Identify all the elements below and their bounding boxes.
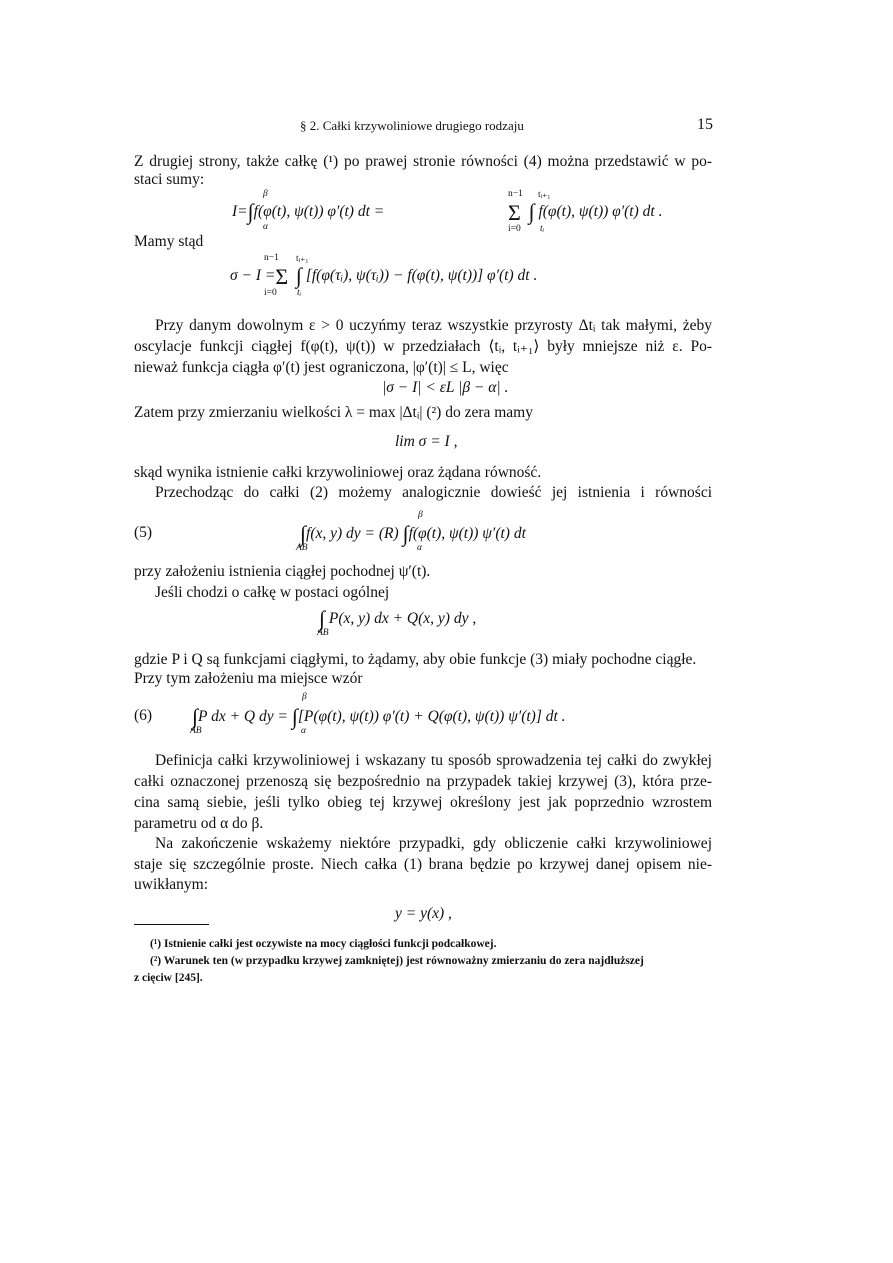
- integral-sign: ∫: [402, 521, 409, 546]
- p6-line1: gdzie P i Q są funkcjami ciągłymi, to żądamy, aby obie funkcje (3) miały pochodne ciągłe.: [134, 651, 697, 668]
- p8-line2: staje się szczególnie proste. Niech całka (1) brana będzie po krzywej danej opisem nie-: [134, 856, 712, 873]
- p1-line2: staci sumy:: [134, 171, 205, 188]
- limit-eq: lim σ = I ,: [395, 433, 458, 450]
- p8-line1: Na zakończenie wskażemy niektóre przypadki, gdy obliczenie całki krzywoliniowej: [155, 835, 712, 852]
- p7-line4: parametru od α do β.: [134, 815, 264, 832]
- footnote-2-line2: z cięciw [245].: [134, 972, 203, 984]
- p3-line1: Zatem przy zmierzaniu wielkości λ = max |Δtᵢ| (²) do zera mamy: [134, 404, 533, 421]
- integral-sign: ∫: [295, 263, 302, 288]
- p2-line2: oscylacje funkcji ciągłej f(φ(t), ψ(t)) w przedziałach ⟨tᵢ, tᵢ₊₁⟩ były mniejsze niż ε. Po-: [134, 338, 712, 355]
- p5-line2: Jeśli chodzi o całkę w postaci ogólnej: [155, 584, 390, 601]
- integral-sign: ∫: [300, 521, 307, 546]
- p6-line2: Przy tym założeniu ma miejsce wzór: [134, 670, 363, 687]
- eqdiff-sum-lower: i=0: [264, 288, 277, 298]
- general-int-lower: AB: [317, 628, 329, 638]
- eqI-int-lower: α: [263, 222, 268, 232]
- eq5-lhs-int-lower: AB: [296, 543, 308, 553]
- eqI-rhs-body: f(φ(t), ψ(t)) φ′(t) dt .: [538, 203, 663, 220]
- sum-sign: Σ: [508, 200, 521, 225]
- page-number: 15: [697, 116, 713, 133]
- eq-y: y = y(x) ,: [395, 905, 452, 922]
- eqI-lhs: [232, 199, 384, 225]
- eqdiff-lhs: σ − I =: [230, 267, 276, 284]
- eqI-t-upper: tᵢ₊₁: [538, 190, 551, 200]
- eqI-lhs-label: I=: [232, 203, 248, 220]
- footnote-2-line1: (²) Warunek ten (w przypadku krzywej zamkniętej) jest równoważny zmierzaniu do zera najdłuższej: [150, 955, 644, 967]
- p7-line2: całki oznaczonej przenoszą się bezpośrednio na przypadek takiej krzywej (3), która prze-: [134, 773, 712, 790]
- p1-line1: Z drugiej strony, także całkę (¹) po prawej stronie równości (4) można przedstawić w po-: [134, 153, 712, 170]
- eq6: [192, 704, 566, 730]
- general-body: P(x, y) dx + Q(x, y) dy ,: [328, 610, 477, 627]
- eq5-tag: (5): [134, 524, 153, 541]
- sum-sign: Σ: [275, 264, 289, 289]
- p4-line1: skąd wynika istnienie całki krzywoliniowej oraz żądana równość.: [134, 464, 542, 481]
- eq5-rhs: f(φ(t), ψ(t)) ψ′(t) dt: [408, 525, 526, 542]
- integral-sign: ∫: [528, 199, 535, 224]
- eqI-sum-upper: n−1: [508, 189, 523, 199]
- running-header: § 2. Całki krzywoliniowe drugiego rodzaju: [300, 118, 524, 133]
- eq6-rhs-int-lower: α: [301, 726, 306, 736]
- integral-sign: ∫: [192, 704, 199, 729]
- p7-line3: cina samą siebie, jeśli tylko obieg tej krzywej określony jest jak poprzednio wzrostem: [134, 794, 712, 811]
- eqI-t-lower: tᵢ: [540, 224, 545, 234]
- p4-line2: Przechodząc do całki (2) możemy analogicznie dowieść jej istnienia i równości: [155, 484, 712, 501]
- eq5-rhs-int-lower: α: [417, 543, 422, 553]
- p2-line1: Przy danym dowolnym ε > 0 uczyńmy teraz wszystkie przyrosty Δtᵢ tak małymi, żeby: [155, 317, 712, 334]
- eqdiff-sum-upper: n−1: [264, 253, 279, 263]
- integral-sign: ∫: [319, 606, 326, 631]
- eqdiff-t-lower: tᵢ: [297, 288, 302, 298]
- eq6-rhs-int-upper: β: [302, 692, 307, 702]
- inequality: |σ − I| < εL |β − α| .: [382, 379, 509, 396]
- eq6-lhs: P dx + Q dy =: [198, 708, 288, 725]
- eqI-integrand: f(φ(t), ψ(t)) φ′(t) dt =: [253, 203, 385, 220]
- eq5-lhs: f(x, y) dy = (R): [306, 525, 399, 542]
- p8-line3: uwikłanym:: [134, 876, 209, 893]
- eqI-rhs: [508, 199, 662, 226]
- general-integral: [319, 606, 476, 632]
- eq6-lhs-int-lower: AB: [190, 726, 202, 736]
- eqI-sum-lower: i=0: [508, 224, 521, 234]
- eqI-int-upper: β: [263, 189, 268, 199]
- eq6-rhs: [P(φ(t), ψ(t)) φ′(t) + Q(φ(t), ψ(t)) ψ′(t)] dt .: [297, 708, 566, 725]
- eqdiff-body: [f(φ(τᵢ), ψ(τᵢ)) − f(φ(t), ψ(t))] φ′(t) dt .: [305, 267, 538, 284]
- p2-line3: nieważ funkcja ciągła φ′(t) jest ograniczona, |φ′(t)| ≤ L, więc: [134, 359, 509, 376]
- eq6-tag: (6): [134, 707, 153, 724]
- integral-sign: ∫: [291, 704, 298, 729]
- footnote-1: (¹) Istnienie całki jest oczywiste na mocy ciągłości funkcji podcałkowej.: [150, 938, 497, 950]
- eqdiff-t-upper: tᵢ₊₁: [296, 254, 309, 264]
- footnote-rule: [134, 924, 209, 925]
- eq5: [300, 521, 526, 547]
- p7-line1: Definicja całki krzywoliniowej i wskazany tu sposób sprowadzenia tej całki do zwykłej: [155, 752, 712, 769]
- integral-sign: ∫: [247, 199, 254, 224]
- mamy-line: Mamy stąd: [134, 233, 204, 250]
- p5-line1: przy założeniu istnienia ciągłej pochodnej ψ′(t).: [134, 563, 431, 580]
- eqdiff: [230, 263, 537, 290]
- eq5-rhs-int-upper: β: [418, 510, 423, 520]
